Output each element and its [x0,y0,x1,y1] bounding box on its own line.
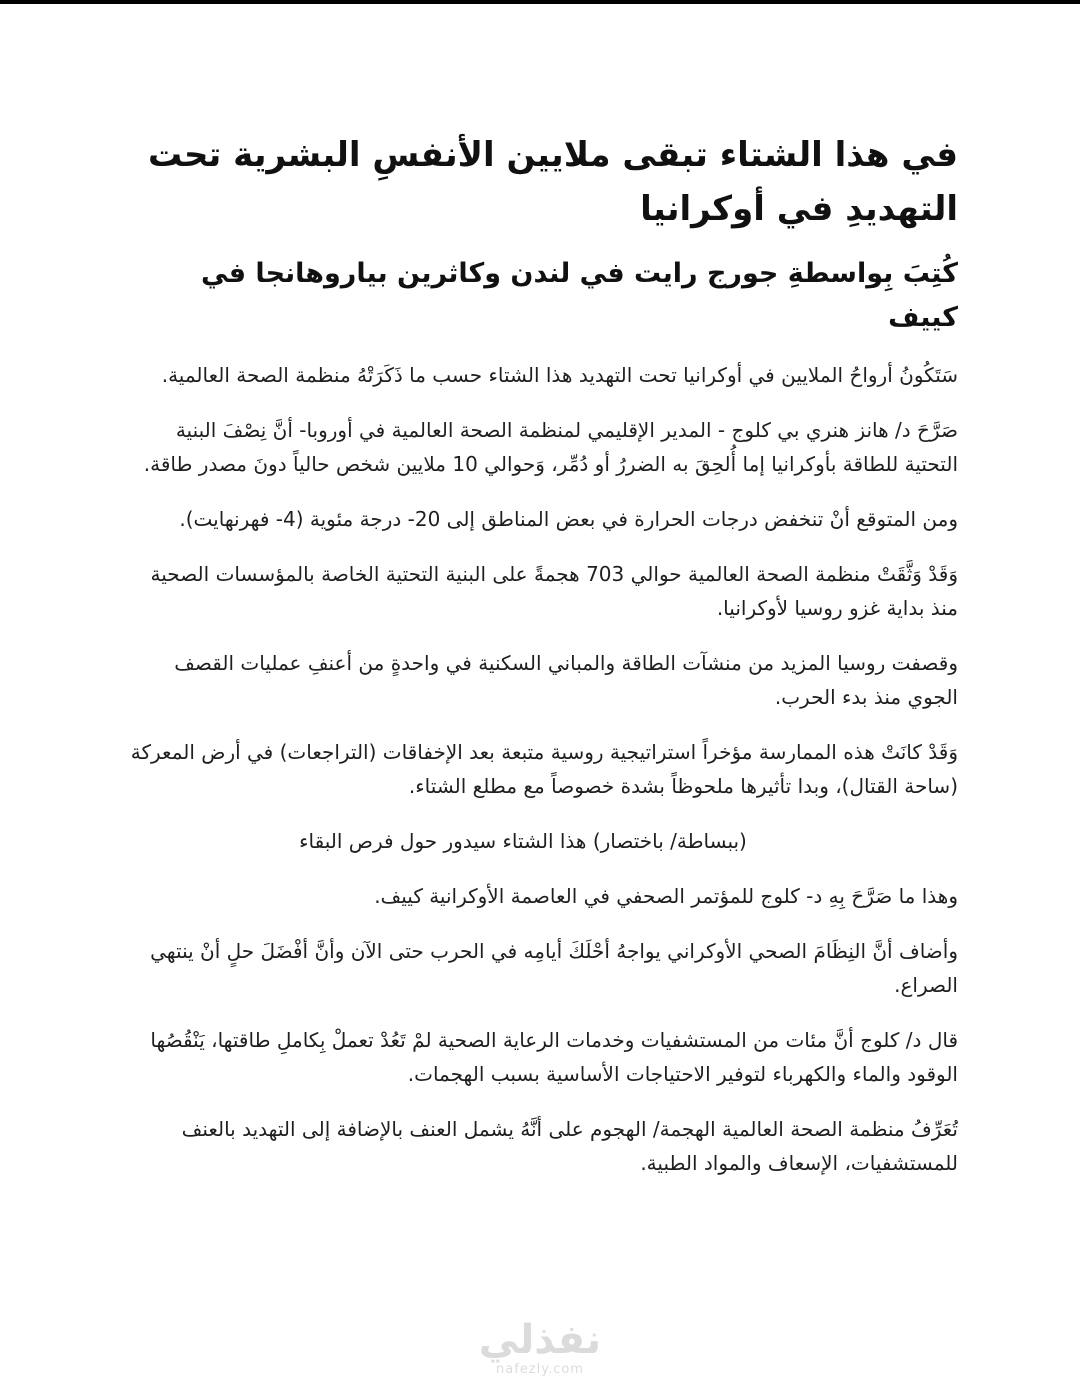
paragraph: ومن المتوقع أنْ تنخفض درجات الحرارة في بعض المناطق إلى 20- درجة مئوية (4- فهرنهايت). [179,507,958,531]
top-border [0,0,1080,4]
paragraph-quote: (ببساطة/ باختصار) هذا الشتاء سيدور حول فرص البقاء [299,829,747,853]
paragraph: صَرَّحَ د/ هانز هنري بي كلوج - المدير الإقليمي لمنظمة الصحة العالمية في أوروبا- أنَّ نِصْفَ البنية التحتية للطاقة بأوكرانيا إما أُلحِقَ به الضررُ أو دُمِّر، وَحوالي 10 ملايين شخص حالياً دونَ مصدر طاقة. [143,418,958,476]
watermark-logo-text: نفذلي [478,1317,602,1363]
paragraph: سَتَكُونُ أرواحُ الملايين في أوكرانيا تحت التهديد هذا الشتاء حسب ما ذَكَرَتْهُ منظمة الصحة العالمية. [161,363,958,387]
article-byline: كُتِبَ بِواسطةِ جورج رايت في لندن وكاثرين بياروهانجا في كييف [201,258,958,333]
paragraph: وَقَدْ كانَتْ هذه الممارسة مؤخراً استراتيجية روسية متبعة بعد الإخفاقات (التراجعات) في أرض المعركة (ساحة القتال)، وبدا تأثيرها ملحوظاً بشدة خصوصاً مع مطلع الشتاء. [130,740,958,798]
paragraph: وقصفت روسيا المزيد من منشآت الطاقة والمباني السكنية في واحدةٍ من أعنفِ عمليات القصف الجوي منذ بدء الحرب. [174,651,958,709]
article-title: في هذا الشتاء تبقى ملايين الأنفسِ البشرية تحت التهديدِ في أوكرانيا [147,135,958,229]
watermark-logo [470,1318,610,1377]
paragraph: وأضاف أنَّ النِظَامَ الصحي الأوكراني يواجهُ أحْلَكَ أيامِه في الحرب حتى الآن وأنَّ أفْضَلَ حلٍ أنْ ينتهي الصراع. [150,939,958,997]
watermark-url: nafezly.com [496,1362,584,1377]
paragraph: قال د/ كلوج أنَّ مئات من المستشفيات وخدمات الرعاية الصحية لمْ تَعُدْ تعملْ بِكاملِ طاقتها، يَنْقُصُها الوقود والماء والكهرباء لتوفير الاحتياجات الأساسية بسبب الهجمات. [150,1028,958,1086]
paragraph: وهذا ما صَرَّحَ بِهِ د- كلوج للمؤتمر الصحفي في العاصمة الأوكرانية كييف. [374,884,958,908]
article [128,128,958,1201]
paragraph: تُعَرِّفُ منظمة الصحة العالمية الهجمة/ الهجوم على أنَّهُ يشمل العنف بالإضافة إلى التهديد بالعنف للمستشفيات، الإسعاف والمواد الطبية. [181,1117,958,1175]
paragraph: وَقَدْ وَثَّقَتْ منظمة الصحة العالمية حوالي 703 هجمةً على البنية التحتية الخاصة بالمؤسسات الصحية منذ بداية غزو روسيا لأوكرانيا. [150,562,958,620]
